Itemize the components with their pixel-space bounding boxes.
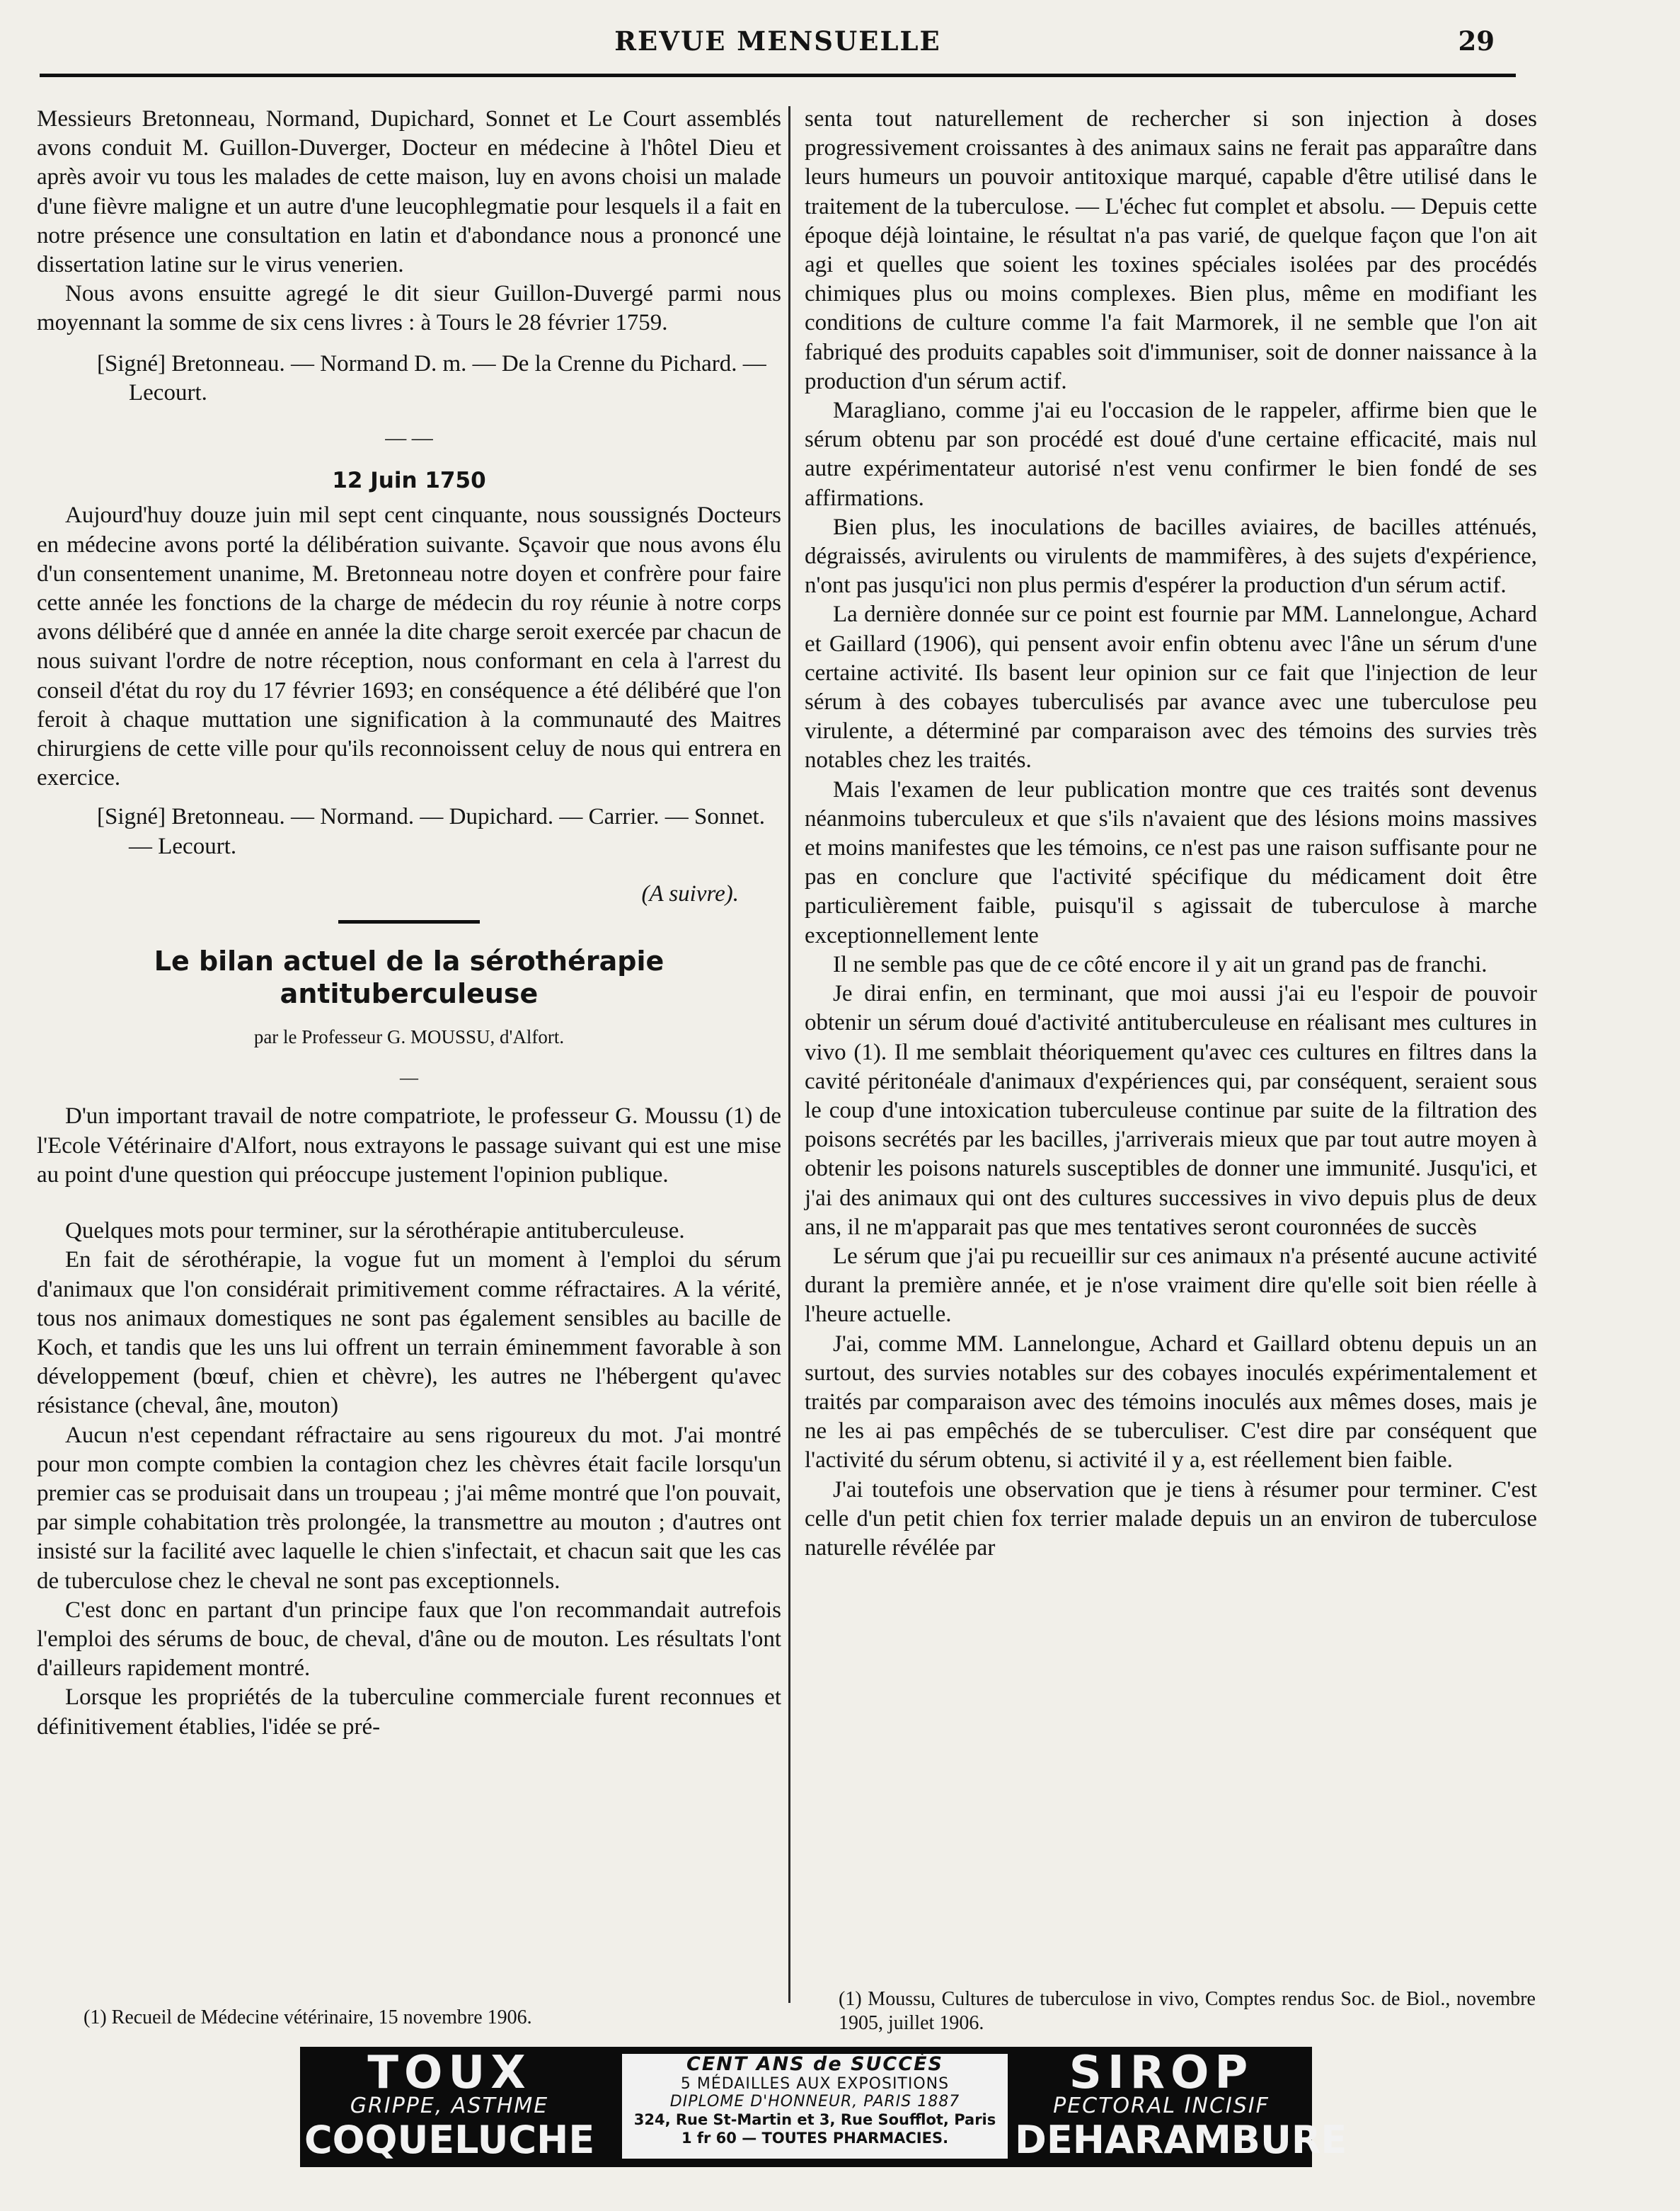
paragraph: Bien plus, les inoculations de bacilles aviaires, de bacilles atténués, dégraissés, avirulents ou virulents de mammifères, à des sujets d'expérience, n'ont pas jusqu'ici non plus permis d'espérer la production d'un sérum actif.: [805, 514, 1537, 599]
signature-line: [Signé] Bretonneau. — Normand D. m. — De la Crenne du Pichard. — Lecourt.: [97, 350, 766, 406]
ad-cent-ans: CENT ANS de SUCCÈS: [686, 2053, 943, 2075]
ad-pectoral: PECTORAL INCISIF: [1053, 2094, 1270, 2118]
header-rule: [40, 74, 1516, 77]
column-divider: [788, 106, 790, 2003]
advertisement-banner: [300, 2047, 1347, 2167]
paragraph: Quelques mots pour terminer, sur la sérothérapie antituberculeuse.: [65, 1218, 685, 1244]
paragraph: Il ne semble pas que de ce côté encore il y ait un grand pas de franchi.: [833, 951, 1488, 977]
ad-coqueluche: COQUELUCHE: [304, 2118, 595, 2162]
paragraph: C'est donc en partant d'un principe faux que l'on recommandait autrefois l'emploi des sérums de bouc, de cheval, d'âne ou de mouton. Les résultats l'ont d'ailleurs rapidement montré.: [37, 1597, 781, 1682]
footnote-right: (1) Moussu, Cultures de tuberculose in vivo, Comptes rendus Soc. de Biol., novembre 1905, juillet 1906.: [839, 1988, 1536, 2034]
paragraph: senta tout naturellement de rechercher si son injection à doses progressivement croissantes à des animaux sains ne ferait pas apparaître dans leurs humeurs un pouvoir antitoxique marqué, capable d'être utilisé dans le traitement de la tuberculose. — L'échec fut complet et absolu. — Depuis cette époque déjà lointaine, le résultat n'a pas varié, de quelque façon que l'on ait agi et quelles que soient les toxines spéciales isolées par des procédés chimiques plus ou moins complexes. Bien plus, même en modifiant les conditions de culture comme l'a fait Marmorek, il ne semble que l'on ait fabriqué des produits capables soit d'immuniser, soit de donner naissance à la production d'un sérum actif.: [805, 106, 1537, 394]
section-date-heading: 12 Juin 1750: [332, 468, 486, 494]
paragraph: Messieurs Bretonneau, Normand, Dupichard, Sonnet et Le Court assemblés avons conduit M. Guillon-Duverger, Docteur en médecine à l'hôtel Dieu et après avoir vu tous les malades de cette maison, luy en avons choisi un malade d'une fièvre maligne et un autre d'une leucophlegmatie pour lesquels il a fait en notre présence une consultation en latin et d'abondance nous a prononcé une dissertation latine sur le virus venerien.: [37, 106, 781, 278]
ad-sirop: SIROP: [1069, 2047, 1254, 2099]
page-number: 29: [1458, 25, 1495, 57]
paragraph: Le sérum que j'ai pu recueillir sur ces animaux n'a présenté aucune activité durant la première année, et je n'ose vraiment dire qu'elle soit bien réelle à l'heure actuelle.: [805, 1243, 1537, 1328]
paragraph: La dernière donnée sur ce point est fournie par MM. Lannelongue, Achard et Gaillard (1906), qui pensent avoir enfin obtenu avec l'âne un sérum d'une certaine activité. Ils basent leur opinion sur ce fait que l'injection de leur sérum à des cobayes tuberculisés par avance avec une tuberculose peu virulente, a déterminé par comparaison avec des témoins des survies très notables chez les traités.: [805, 602, 1537, 774]
ad-medailles: 5 MÉDAILLES AUX EXPOSITIONS: [680, 2075, 950, 2093]
ad-deharambure: DEHARAMBURE: [1015, 2118, 1347, 2162]
article-title: Le bilan actuel de la sérothérapie antituberculeuse: [154, 946, 664, 1010]
paragraph: J'ai toutefois une observation que je tiens à résumer pour terminer. C'est celle d'un petit chien fox terrier malade depuis un an environ de tuberculose naturelle révélée par: [805, 1476, 1537, 1561]
section-rule: [338, 920, 480, 924]
footnote-left: (1) Recueil de Médecine vétérinaire, 15 novembre 1906.: [84, 2006, 532, 2028]
left-column: [37, 105, 781, 1742]
paragraph: Aujourd'huy douze juin mil sept cent cinquante, nous soussignés Docteurs en médecine avons porté la délibération suivante. Sçavoir que nous avons élu d'un consentement unanime, M. Bretonneau notre doyen et confrère pour faire cette année les fonctions de la charge de médecin du roy réunie à notre corps avons délibéré que d année en année la dite charge seroit exercée par chacun de nous suivant l'ordre de notre réception, nous conformant en cela à l'arrest du conseil d'état du roy du 17 février 1693; en conséquence a été délibéré que l'on feroit à chaque muttation une signification à la communauté des Maitres chirurgiens de cette ville pour qu'ils reconnoissent celuy de nous qui entrera en exercice.: [37, 502, 781, 791]
article-byline: par le Professeur G. MOUSSU, d'Alfort.: [253, 1026, 565, 1048]
paragraph: En fait de sérothérapie, la vogue fut un moment à l'emploi du sérum d'animaux que l'on considérait primitivement comme réfractaires. A la vérité, tous nos animaux domestiques ne sont pas également sensibles au bacille de Koch, et tandis que les uns lui offrent un terrain éminemment favorable à son développement (bœuf, chien et chèvre), les autres ne l'hébergent qu'avec résistance (cheval, âne, mouton): [37, 1247, 781, 1419]
paragraph: Nous avons ensuitte agregé le dit sieur Guillon-Duvergé parmi nous moyennant la somme de six cens livres : à Tours le 28 février 1759.: [37, 281, 781, 336]
separator: — —: [385, 426, 433, 450]
ad-diplome: DIPLOME D'HONNEUR, PARIS 1887: [669, 2093, 960, 2110]
ad-toux: TOUX: [367, 2047, 531, 2099]
ad-right-block: [1015, 2047, 1347, 2163]
separator: —: [400, 1067, 418, 1089]
ad-center-block: [622, 2054, 1008, 2159]
paragraph: Maragliano, comme j'ai eu l'occasion de le rappeler, affirme bien que le sérum obtenu par son procédé est doué d'une certaine efficacité, mais nul autre expérimentateur autorisé n'est venu confirmer le bien fondé de ses affirmations.: [805, 398, 1537, 511]
ad-left-block: [304, 2047, 595, 2163]
signature-line: [Signé] Bretonneau. — Normand. — Dupichard. — Carrier. — Sonnet. — Lecourt.: [97, 804, 765, 859]
right-column: [805, 105, 1537, 1563]
ad-address: 324, Rue St-Martin et 3, Rue Soufflot, Paris: [633, 2111, 996, 2128]
paragraph: Lorsque les propriétés de la tuberculine commerciale furent reconnues et définitivement établies, l'idée se pré-: [37, 1684, 781, 1740]
paragraph: Aucun n'est cependant réfractaire au sens rigoureux du mot. J'ai montré pour mon compte combien la contagion chez les chèvres était facile lorsqu'un premier cas se produisait dans un troupeau ; j'ai même montré que l'on pouvait, par simple cohabitation très prolongée, la transmettre au mouton ; d'autres ont insisté sur la facilité avec laquelle le chien s'infectait, et chacun sait que les cas de tuberculose chez le cheval ne sont pas exceptionnels.: [37, 1422, 781, 1594]
to-be-continued: (A suivre).: [641, 880, 739, 907]
paragraph: Je dirai enfin, en terminant, que moi aussi j'ai eu l'espoir de pouvoir obtenir un sérum doué d'activité antituberculeuse en réalisant mes cultures in vivo (1). Il me semblait théoriquement qu'avec ces cultures en filtres dans la cavité péritonéale d'animaux d'expériences qui, par conséquent, seraient sous le coup d'une intoxication tuberculeuse continue par suite de la filtration des poisons secrétés par les bacilles, j'arriverais mieux que par tout autre moyen à obtenir les poisons naturels susceptibles de donner une immunité. Jusqu'ici, et j'ai des animaux qui ont des cultures successives in vivo depuis plus de deux ans, il ne m'apparait pas que mes tentatives seront couronnées de succès: [805, 981, 1537, 1240]
running-title: REVUE MENSUELLE: [614, 25, 941, 57]
paragraph: J'ai, comme MM. Lannelongue, Achard et Gaillard obtenu depuis un an surtout, des survies notables sur des cobayes inoculés expérimentalement et traités par comparaison avec des témoins inoculés aux mêmes doses, mais je ne les ai pas empêchés de se tuberculiser. C'est dire par conséquent que l'activité du sérum obtenu, si activité il y a, est réellement bien faible.: [805, 1331, 1537, 1474]
article-intro: D'un important travail de notre compatriote, le professeur G. Moussu (1) de l'Ecole Vétérinaire d'Alfort, nous extrayons le passage suivant qui est une mise au point d'une question qui préoccupe justement l'opinion publique.: [37, 1103, 781, 1188]
paragraph: Mais l'examen de leur publication montre que ces traités sont devenus néanmoins tuberculeux et que s'ils n'avaient que des lésions moins massives et moins manifestes que les témoins, ce n'est pas une raison suffisante pour ne pas en conclure que l'activité spécifique du médicament doit être particulièrement faible, puisqu'il s agissait de tuberculose à marche exceptionnellement lente: [805, 776, 1537, 948]
ad-price: 1 fr 60 — TOUTES PHARMACIES.: [681, 2130, 949, 2147]
page-header: [40, 21, 1516, 61]
ad-grippe: GRIPPE, ASTHME: [350, 2094, 549, 2118]
